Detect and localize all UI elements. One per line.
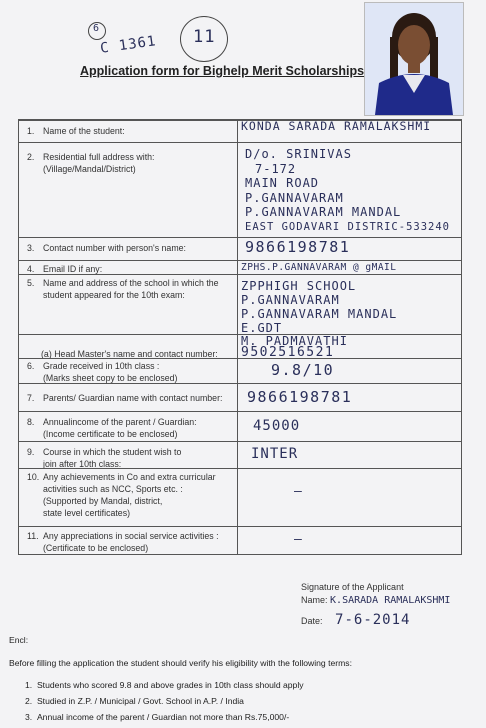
instruction-item: 1. Students who scored 9.8 and above grades in 10th class should apply — [25, 680, 304, 690]
instructions-intro: Before filling the application the student should verify his eligibility with the following terms: — [9, 658, 352, 668]
table-row: 3. Contact number with person's name: 9866198781 — [19, 237, 461, 261]
question-label: (a) Head Master's name and contact number: — [41, 349, 218, 359]
course-value: INTER — [251, 446, 299, 462]
grade-value: 9.8/10 — [271, 361, 335, 379]
question-label: Grade received in 10th class : — [43, 361, 160, 371]
address-value: D/o. SRINIVAS 7-172 MAIN ROAD P.GANNAVARAM P.GANNAVARAM MANDAL EAST GODAVARI DISTRIC-533240 — [245, 147, 451, 233]
question-label: Any appreciations in social service activities : — [43, 531, 219, 541]
question-label: Annualincome of the parent / Guardian: — [43, 417, 197, 427]
question-label: Name and address of the school in which the — [43, 278, 219, 288]
question-label: Parents/ Guardian name with contact number: — [43, 393, 223, 403]
student-name-value: KONDA SARADA RAMALAKSHMI — [241, 119, 432, 133]
signature-block — [301, 582, 450, 628]
guardian-contact-value: 9866198781 — [247, 388, 353, 406]
table-row: 6. Grade received in 10th class : (Marks sheet copy to be enclosed) 9.8/10 — [19, 358, 461, 384]
name-label: Name: — [301, 595, 328, 605]
table-row: 11. Any appreciations in social service activities : (Certificate to be enclosed) — — [19, 526, 461, 555]
question-label: Contact number with person's name: — [43, 243, 186, 253]
signature-date: 7-6-2014 — [335, 612, 411, 628]
question-label: Name of the student: — [43, 126, 125, 136]
table-row — [19, 334, 461, 359]
application-form-table — [18, 119, 462, 555]
table-row: 10. Any achievements in Co and extra curricular activities such as NCC, Sports etc. : (Supported by Mandal, district, state level certificates) — — [19, 468, 461, 527]
question-label: Course in which the student wish to — [43, 447, 182, 457]
contact-number-value: 9866198781 — [245, 238, 351, 256]
income-value: 45000 — [253, 418, 301, 434]
instruction-item: 2. Studied in Z.P. / Municipal / Govt. School in A.P. / India — [25, 696, 244, 706]
instruction-item: 3. Annual income of the parent / Guardian not more than Rs.75,000/- — [25, 712, 290, 722]
applicant-signature-name: K.SARADA RAMALAKSHMI — [330, 595, 451, 606]
table-row: 7. Parents/ Guardian name with contact number: 9866198781 — [19, 383, 461, 412]
social-service-value: — — [294, 532, 303, 547]
table-row: 1. Name of the student: KONDA SARADA RAMALAKSHMI — [19, 120, 461, 143]
table-row: 2. Residential full address with: (Village/Mandal/District) D/o. SRINIVAS 7-172 MAIN ROAD P.GANNAVARAM P.GANNAVARAM MANDAL EAST GODAVARI DISTRIC-533240 — [19, 142, 461, 238]
question-label: Any achievements in Co and extra curricular — [43, 472, 216, 482]
headmaster-value: M. PADMAVATHI 9502516521 — [241, 334, 348, 360]
applicant-photo — [364, 2, 464, 116]
signature-heading: Signature of the Applicant — [301, 582, 404, 592]
email-value: ZPHS.P.GANNAVARAM @ gMAIL — [241, 262, 397, 273]
circled-number: 11 — [193, 27, 216, 47]
enclosures-label: Encl: — [9, 635, 29, 645]
achievements-value: — — [294, 484, 303, 499]
table-row: 9. Course in which the student wish to join after 10th class: INTER — [19, 441, 461, 469]
table-row: 8. Annualincome of the parent / Guardian: (Income certificate to be enclosed) 45000 — [19, 411, 461, 442]
table-row: 4. Email ID if any: ZPHS.P.GANNAVARAM @ gMAIL — [19, 260, 461, 275]
code-mark: C 1361 — [99, 33, 158, 57]
school-address-value: ZPPHIGH SCHOOL P.GANNAVARAM P.GANNAVARAM MANDAL E.GDT — [241, 279, 398, 335]
question-label: Residential full address with: — [43, 152, 155, 162]
date-label: Date: — [301, 616, 323, 626]
mark-top-left: 6 — [93, 23, 101, 34]
form-title: Application form for Bighelp Merit Scholarships — [80, 64, 365, 78]
question-label: Email ID if any: — [43, 264, 103, 274]
table-row: 5. Name and address of the school in which the student appeared for the 10th exam: ZPPHIGH SCHOOL P.GANNAVARAM P.GANNAVARAM MANDAL E.GDT — [19, 274, 461, 335]
